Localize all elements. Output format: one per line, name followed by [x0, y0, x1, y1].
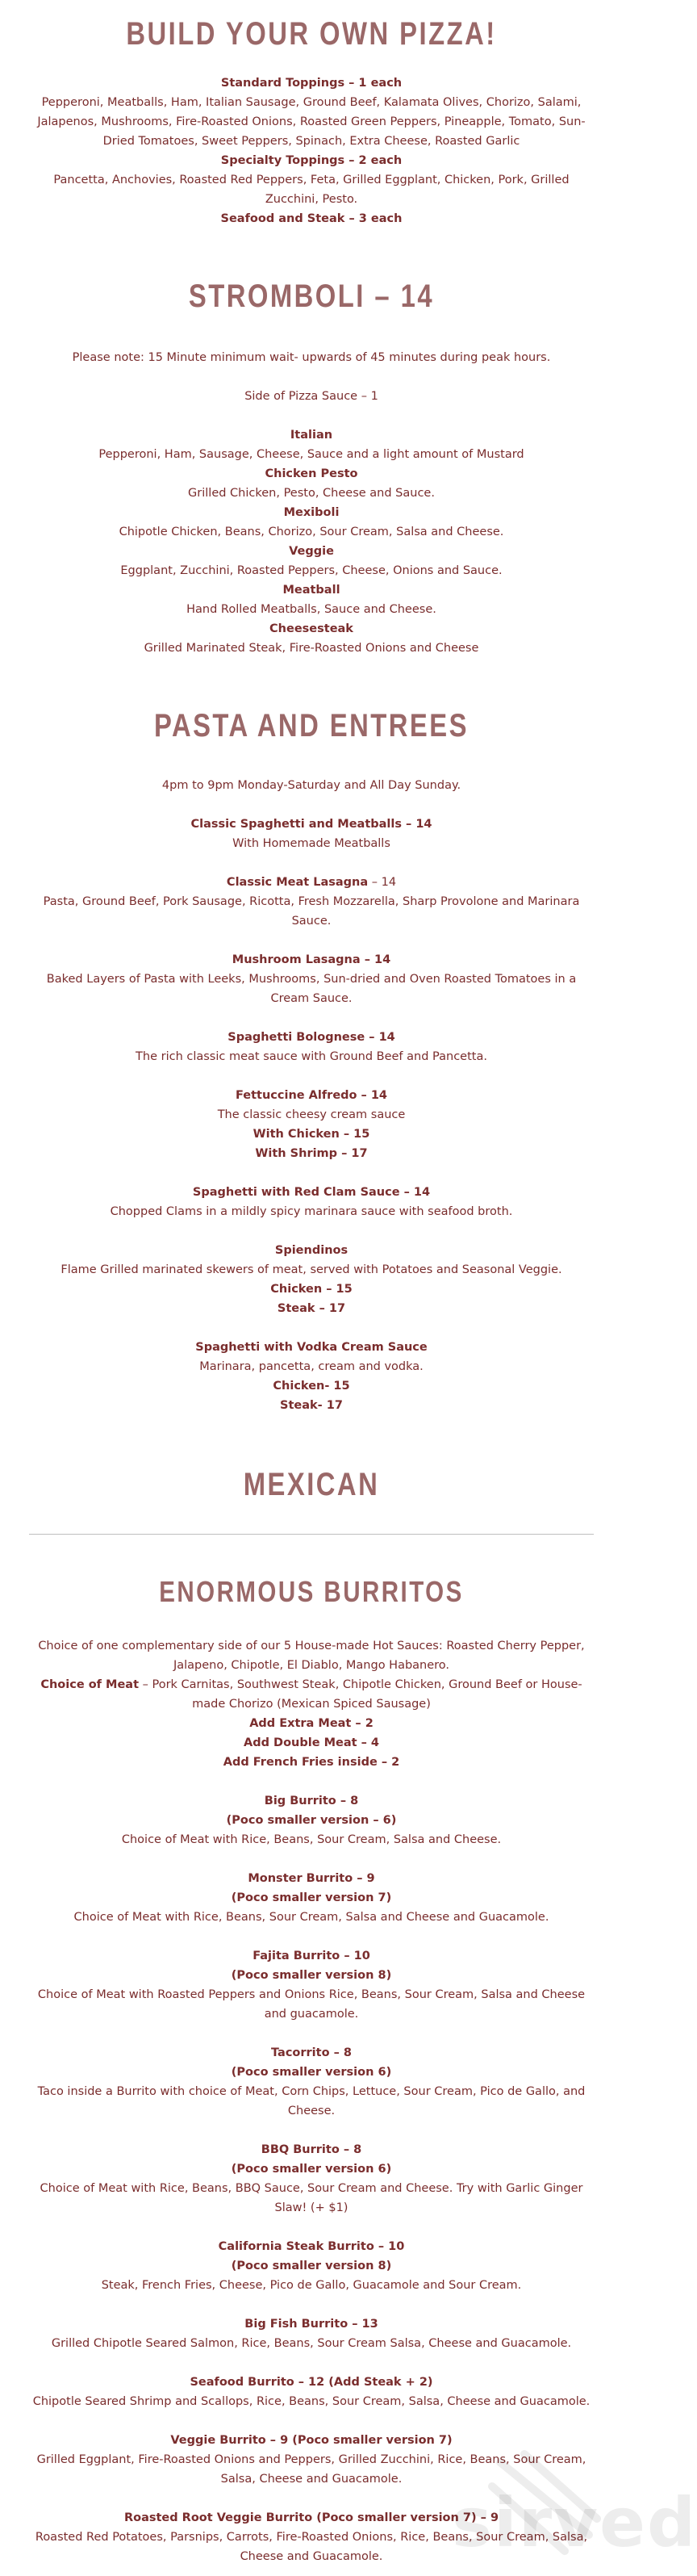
menu-item-title: Big Fish Burrito – 13 — [244, 2318, 378, 2331]
menu-item-title: Veggie — [289, 545, 334, 558]
menu-item-description: Hand Rolled Meatballs, Sauce and Cheese. — [186, 603, 436, 616]
menu-item-title: Spaghetti with Red Clam Sauce – 14 — [192, 1186, 431, 1199]
menu-item-description: Choice of one complementary side of our 5 House-made Hot Sauces: Roasted Cherry Pepper, — [38, 1640, 585, 1652]
menu-item-description: Zucchini, Pesto. — [265, 193, 358, 206]
menu-item-description: Roasted Red Potatoes, Parsnips, Carrots, Fire-Roasted Onions, Rice, Beans, Sour Cream, Salsa, — [35, 2531, 588, 2544]
menu-item-title: Fettuccine Alfredo – 14 — [235, 1089, 388, 1102]
menu-item-title: Chicken- 15 — [273, 1380, 350, 1393]
menu-item-title: Cheesesteak — [269, 622, 353, 635]
menu-item-title: Classic Spaghetti and Meatballs – 14 — [190, 818, 432, 831]
menu-item-title: (Poco smaller version 8) — [231, 1969, 392, 1982]
menu-item-description: Dried Tomatoes, Sweet Peppers, Spinach, Extra Cheese, Roasted Garlic — [102, 135, 520, 148]
menu-item-title: Add Double Meat – 4 — [244, 1736, 379, 1749]
menu-item-title: Classic Meat Lasagna — [226, 876, 369, 889]
menu-item-title: Big Burrito – 8 — [264, 1795, 359, 1807]
menu-item-description: Cheese and Guacamole. — [240, 2550, 383, 2563]
menu-item-title: (Poco smaller version 6) — [231, 2066, 392, 2079]
menu-item-description: Choice of Meat with Rice, Beans, Sour Cream, Salsa and Cheese. — [121, 1833, 502, 1846]
menu-item-title: Add Extra Meat – 2 — [249, 1717, 374, 1730]
menu-item-title: Chicken – 15 — [270, 1283, 353, 1296]
menu-item-title: Fajita Burrito – 10 — [253, 1950, 370, 1962]
menu-item-description: Salsa, Cheese and Guacamole. — [220, 2473, 403, 2486]
menu-item-description: Grilled Eggplant, Fire-Roasted Onions and Peppers, Grilled Zucchini, Rice, Beans, Sour Cream, — [36, 2453, 586, 2466]
menu-item-description: Taco inside a Burrito with choice of Meat, Corn Chips, Lettuce, Sour Cream, Pico de Gallo, and — [37, 2085, 586, 2098]
section-heading: PASTA AND ENTREES — [154, 708, 469, 743]
menu-item-description: Steak, French Fries, Cheese, Pico de Gallo, Guacamole and Sour Cream. — [101, 2279, 522, 2292]
menu-item-description: With Homemade Meatballs — [232, 837, 390, 850]
menu-item-title: (Poco smaller version 8) — [231, 2260, 392, 2272]
menu-item-title: Spaghetti Bolognese – 14 — [227, 1031, 395, 1044]
menu-item-title: Standard Toppings – 1 each — [220, 77, 403, 90]
menu-item-description: Choice of Meat with Roasted Peppers and Onions Rice, Beans, Sour Cream, Salsa and Cheese — [37, 1988, 586, 2001]
menu-item-title: Spaghetti with Vodka Cream Sauce — [195, 1341, 428, 1354]
menu-item-description: Pancetta, Anchovies, Roasted Red Peppers, Feta, Grilled Eggplant, Chicken, Pork, Grilled — [53, 174, 570, 186]
menu-item-description: Grilled Chicken, Pesto, Cheese and Sauce. — [188, 487, 435, 500]
menu-item-title: Roasted Root Veggie Burrito (Poco smaller version 7) – 9 — [123, 2511, 499, 2524]
menu-item-description: Baked Layers of Pasta with Leeks, Mushrooms, Sun-dried and Oven Roasted Tomatoes in a — [46, 973, 577, 986]
menu-item-description: made Chorizo (Mexican Spiced Sausage) — [192, 1698, 431, 1711]
menu-item-title: With Shrimp – 17 — [255, 1147, 368, 1160]
menu-item-description: Eggplant, Zucchini, Roasted Peppers, Cheese, Onions and Sauce. — [120, 564, 503, 577]
section-heading: ENORMOUS BURRITOS — [159, 1575, 464, 1608]
menu-item-description: The classic cheesy cream sauce — [217, 1108, 406, 1121]
menu-item-title: Mushroom Lasagna – 14 — [232, 953, 391, 966]
menu-item-title: Add French Fries inside – 2 — [223, 1756, 400, 1769]
section-heading: MEXICAN — [243, 1467, 380, 1502]
menu-item-price: – 14 — [368, 876, 397, 889]
menu-item-title: Specialty Toppings – 2 each — [220, 154, 403, 167]
menu-item-description: Grilled Chipotle Seared Salmon, Rice, Beans, Sour Cream Salsa, Cheese and Guacamole. — [51, 2337, 572, 2350]
menu-item-title: Seafood and Steak – 3 each — [220, 212, 403, 225]
menu-item-title — [29, 873, 594, 892]
menu-item-description: and guacamole. — [264, 2008, 359, 2021]
menu-item-description: Chipotle Seared Shrimp and Scallops, Rice, Beans, Sour Cream, Salsa, Cheese and Guacamole. — [32, 2395, 591, 2408]
menu-item-description: Cheese. — [287, 2105, 336, 2117]
menu-item-title: Steak – 17 — [277, 1302, 346, 1315]
menu-item-title: BBQ Burrito – 8 — [261, 2143, 362, 2156]
menu-item-description: Choice of Meat with Rice, Beans, BBQ Sauce, Sour Cream and Cheese. Try with Garlic Ginger — [40, 2182, 583, 2195]
menu-item-description: Flame Grilled marinated skewers of meat, served with Potatoes and Seasonal Veggie. — [61, 1263, 562, 1276]
menu-item-title: Chicken Pesto — [265, 467, 358, 480]
menu-item-description: Pasta, Ground Beef, Pork Sausage, Ricotta, Fresh Mozzarella, Sharp Provolone and Marinara — [43, 895, 580, 908]
menu-item-description: Cream Sauce. — [270, 992, 353, 1005]
menu-item-title: Mexiboli — [283, 506, 340, 519]
menu-item-title: Tacorrito – 8 — [271, 2046, 352, 2059]
section-heading: BUILD YOUR OWN PIZZA! — [126, 16, 497, 52]
menu-item-description: 4pm to 9pm Monday-Saturday and All Day Sunday. — [161, 779, 461, 792]
menu-item-title: Meatball — [282, 584, 340, 597]
menu-item-title: With Chicken – 15 — [253, 1128, 370, 1141]
menu-item-title: Choice of Meat — [40, 1678, 140, 1691]
menu-item-title: Veggie Burrito – 9 (Poco smaller version 7) — [170, 2434, 453, 2447]
menu-item-description: Slaw! (+ $1) — [274, 2201, 348, 2214]
section-heading: STROMBOLI – 14 — [188, 279, 435, 314]
menu-item-title: Monster Burrito – 9 — [248, 1872, 375, 1885]
menu-item-title: Italian — [290, 429, 333, 442]
menu-item-title: Spiendinos — [274, 1244, 348, 1257]
menu-item-title: (Poco smaller version 6) — [231, 2163, 392, 2176]
menu-item-description: Choice of Meat with Rice, Beans, Sour Cream, Salsa and Cheese and Guacamole. — [73, 1911, 549, 1924]
menu-item-description: The rich classic meat sauce with Ground Beef and Pancetta. — [136, 1050, 487, 1063]
menu-item-description: Jalapenos, Mushrooms, Fire-Roasted Onions, Roasted Green Peppers, Pineapple, Tomato, Sun- — [37, 115, 586, 128]
menu-item-description: Side of Pizza Sauce – 1 — [244, 390, 378, 403]
menu-item-description: Chopped Clams in a mildly spicy marinara sauce with seafood broth. — [110, 1205, 513, 1218]
menu-item-description: Sauce. — [291, 915, 332, 928]
menu-item-title: (Poco smaller version – 6) — [226, 1814, 397, 1827]
menu-item-title: Seafood Burrito – 12 (Add Steak + 2) — [190, 2376, 433, 2389]
menu-item-description: Pepperoni, Ham, Sausage, Cheese, Sauce and a light amount of Mustard — [98, 448, 524, 461]
section-divider — [29, 1534, 594, 1535]
sirved-watermark: sirved — [452, 2483, 697, 2562]
menu-item-price: – Pork Carnitas, Southwest Steak, Chipotle Chicken, Ground Beef or House- — [139, 1678, 582, 1691]
menu-item-description: Grilled Marinated Steak, Fire-Roasted Onions and Cheese — [144, 642, 479, 655]
menu-item-title: (Poco smaller version 7) — [231, 1891, 392, 1904]
menu-item-description: Jalapeno, Chipotle, El Diablo, Mango Habanero. — [173, 1659, 450, 1672]
menu-item-description: Please note: 15 Minute minimum wait- upwards of 45 minutes during peak hours. — [72, 351, 551, 364]
menu-item-title: Steak- 17 — [280, 1399, 343, 1412]
menu-item-title — [29, 1675, 594, 1694]
menu-item-description: Chipotle Chicken, Beans, Chorizo, Sour Cream, Salsa and Cheese. — [119, 526, 504, 538]
menu-item-description: Pepperoni, Meatballs, Ham, Italian Sausage, Ground Beef, Kalamata Olives, Chorizo, Salami, — [41, 96, 582, 109]
menu-item-title: California Steak Burrito – 10 — [218, 2240, 405, 2253]
menu-item-description: Marinara, pancetta, cream and vodka. — [199, 1360, 424, 1373]
